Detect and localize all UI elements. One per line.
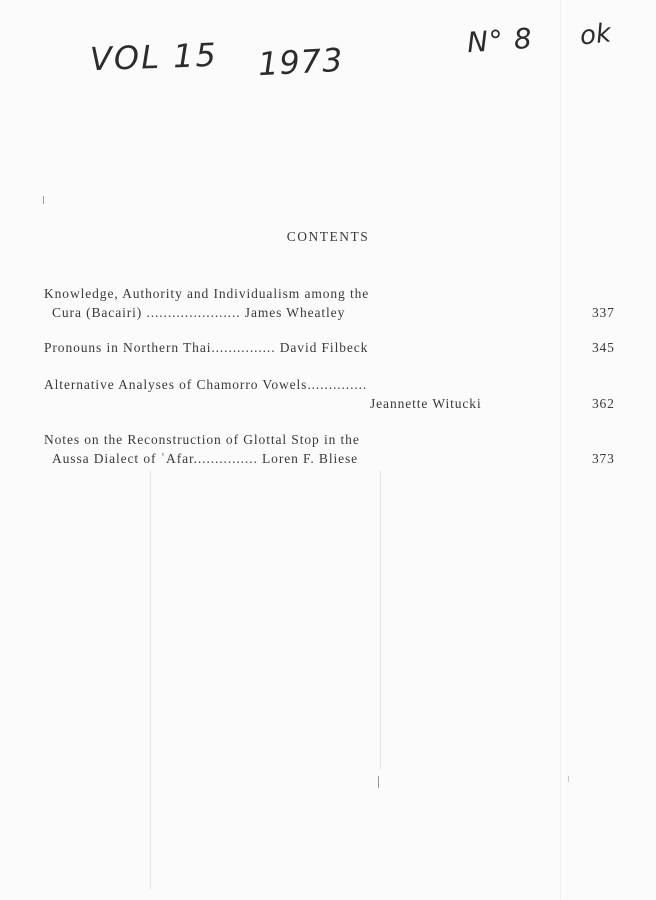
entry-4-title-line: Notes on the Reconstruction of Glottal Stop in the — [44, 432, 360, 447]
entry-3-author-line: Jeannette Witucki — [370, 396, 482, 411]
handwritten-volume: VOL 15 — [89, 35, 219, 79]
entry-4-author-line: Aussa Dialect of ʿAfar............... Loren F. Bliese — [52, 451, 359, 466]
handwritten-number: N° 8 — [465, 21, 534, 60]
contents-heading: CONTENTS — [286, 229, 370, 244]
entry-1-title-line: Knowledge, Authority and Individualism among the — [44, 286, 370, 301]
entry-3-title-line: Alternative Analyses of Chamorro Vowels.............. — [44, 377, 368, 392]
scan-speck — [43, 196, 44, 204]
entry-2-title-line: Pronouns in Northern Thai............... David Filbeck — [44, 340, 369, 355]
entry-1-page-number: 337 — [592, 305, 615, 320]
entry-1-author-line: Cura (Bacairi) ...................... James Wheatley — [52, 305, 346, 320]
scan-streak — [380, 470, 381, 770]
scan-speck — [568, 776, 569, 782]
entry-2-page-number: 345 — [592, 340, 615, 355]
scan-streak — [150, 470, 151, 890]
entry-3-page-number: 362 — [592, 396, 615, 411]
scan-streak — [560, 0, 561, 900]
handwritten-check: ok — [578, 18, 613, 52]
scan-speck — [378, 776, 379, 788]
entry-4-page-number: 373 — [592, 451, 615, 466]
handwritten-year: 1973 — [257, 40, 345, 84]
